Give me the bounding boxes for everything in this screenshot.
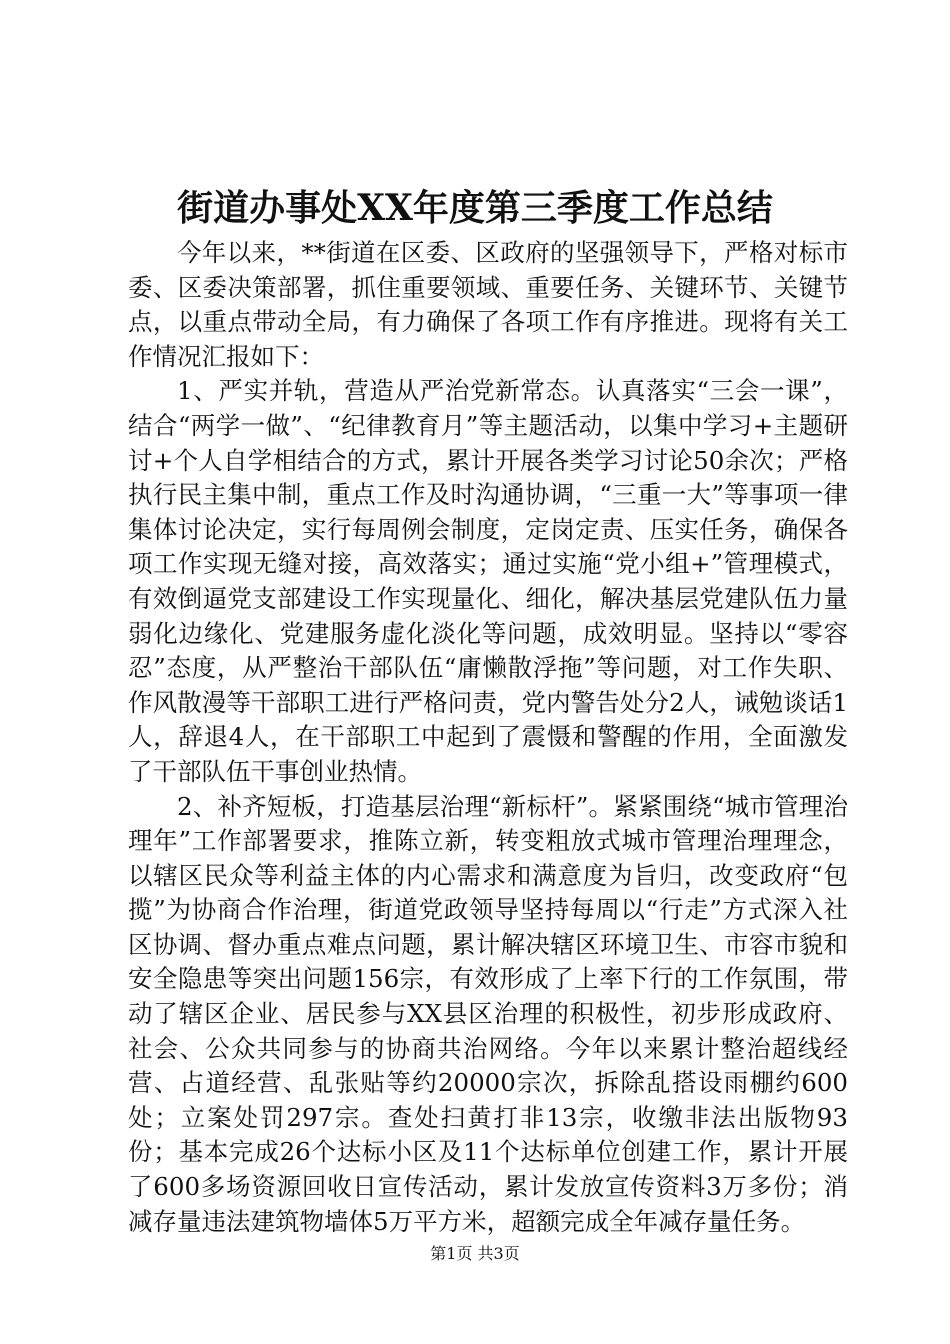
document-title: 街道办事处XX年度第三季度工作总结: [177, 187, 773, 229]
intro-paragraph: 今年以来，**街道在区委、区政府的坚强领导下，严格对标市委、区委决策部署，抓住重要领域、重要任务、关键环节、关键节点，以重点带动全局，有力确保了各项工作有序推进。现将有关工作情况汇报如下：: [128, 238, 848, 371]
document-body: [128, 236, 848, 1239]
page-footer: 第1页 共3页: [430, 1244, 520, 1263]
section-2-paragraph: 2、补齐短板，打造基层治理“新标杆”。紧紧围绕“城市管理治理年”工作部署要求，推陈立新，转变粗放式城市管理治理理念，以辖区民众等利益主体的内心需求和满意度为旨归，改变政府“包揽”为协商合作治理，街道党政领导坚持每周以“行走”方式深入社区协调、督办重点难点问题，累计解决辖区环境卫生、市容市貌和安全隐患等突出问题156宗，有效形成了上率下行的工作氛围，带动了辖区企业、居民参与XX县区治理的积极性，初步形成政府、社会、公众共同参与的协商共治网络。今年以来累计整治超线经营、占道经营、乱张贴等约20000宗次，拆除乱搭设雨棚约600处；立案处罚297宗。查处扫黄打非13宗，收缴非法出版物93份；基本完成26个达标小区及11个达标单位创建工作，累计开展了600多场资源回收日宣传活动，累计发放宣传资料3万多份；消减存量违法建筑物墙体5万平方米，超额完成全年减存量任务。: [128, 791, 848, 1236]
section-1-paragraph: 1、严实并轨，营造从严治党新常态。认真落实“三会一课”，结合“两学一做”、“纪律教育月”等主题活动，以集中学习+主题研讨+个人自学相结合的方式，累计开展各类学习讨论50余次；严格执行民主集中制，重点工作及时沟通协调，“三重一大”等事项一律集体讨论决定，实行每周例会制度，定岗定责、压实任务，确保各项工作实现无缝对接，高效落实；通过实施“党小组+”管理模式，有效倒逼党支部建设工作实现量化、细化，解决基层党建队伍力量弱化边缘化、党建服务虚化淡化等问题，成效明显。坚持以“零容忍”态度，从严整治干部队伍“庸懒散浮拖”等问题，对工作失职、作风散漫等干部职工进行严格问责，党内警告处分2人，诫勉谈话1人，辞退4人，在干部职工中起到了震慑和警醒的作用，全面激发了干部队伍干事创业热情。: [128, 376, 848, 786]
